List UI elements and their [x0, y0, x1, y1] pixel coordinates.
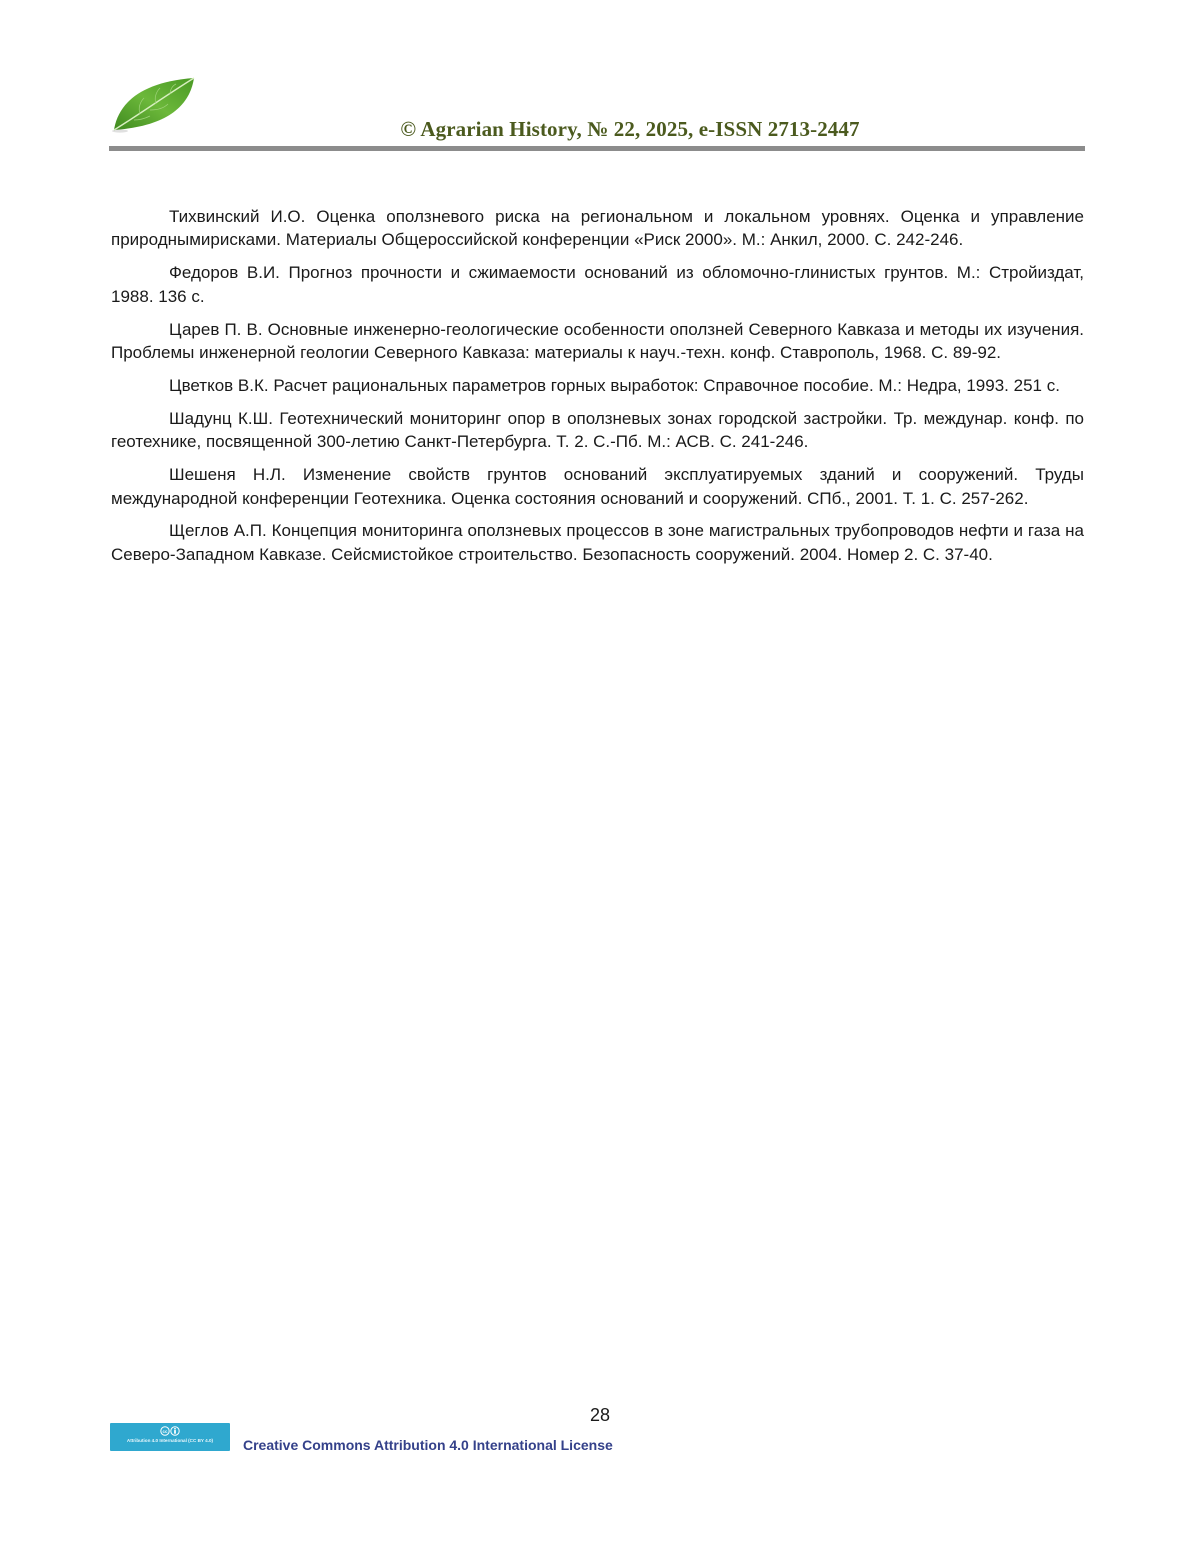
cc-by-icon [160, 1426, 182, 1436]
svg-text:cc: cc [162, 1428, 168, 1434]
reference-item: Шешеня Н.Л. Изменение свойств грунтов оснований эксплуатируемых зданий и сооружений. Труды международной конференции Геотехника. Оценка состояния оснований и сооружений. СПб., 2001. Т. 1. С. 257-262. [111, 465, 1084, 508]
reference-item: Федоров В.И. Прогноз прочности и сжимаемости оснований из обломочно-глинистых грунтов. М.: Стройиздат, 1988. 136 с. [111, 263, 1084, 306]
reference-item: Цветков В.К. Расчет рациональных параметров горных выработок: Справочное пособие. М.: Недра, 1993. 251 с. [169, 375, 1060, 395]
reference-list [111, 205, 1084, 576]
leaf-logo-icon [110, 74, 200, 134]
journal-title: © Agrarian History, № 22, 2025, e-ISSN 2713-2447 [400, 117, 860, 141]
cc-badge-text: Attribution 4.0 International (CC BY 4.0) [126, 1438, 214, 1443]
reference-item: Царев П. В. Основные инженерно-геологические особенности оползней Северного Кавказа и методы их изучения. Проблемы инженерной геологии Северного Кавказа: материалы к науч.-техн. конф. Ставрополь, 1968. С. 89-92. [111, 319, 1084, 363]
reference-item: Щеглов А.П. Концепция мониторинга оползневых процессов в зоне магистральных трубопроводов нефти и газа на Северо-Западном Кавказе. Сейсмистойкое строительство. Безопасность сооружений. 2004. Номер 2. С. 37-40. [111, 521, 1084, 564]
license-link[interactable]: Creative Commons Attribution 4.0 International License [243, 1437, 613, 1453]
header-divider [109, 146, 1085, 151]
page-number: 28 [589, 1405, 611, 1425]
reference-item: Шадунц К.Ш. Геотехнический мониторинг опор в оползневых зонах городской застройки. Тр. междунар. конф. по геотехнике, посвященной 300-летию Санкт-Петербурга. Т. 2. С.-Пб. М.: АСВ. С. 241-246. [111, 408, 1084, 452]
reference-item: Тихвинский И.О. Оценка оползневого риска на региональном и локальном уровнях. Оценка и управление природнымирисками. Материалы Общероссийской конференции «Риск 2000». М.: Анкил, 2000. С. 242-246. [111, 207, 1084, 250]
cc-license-badge[interactable] [110, 1423, 230, 1451]
